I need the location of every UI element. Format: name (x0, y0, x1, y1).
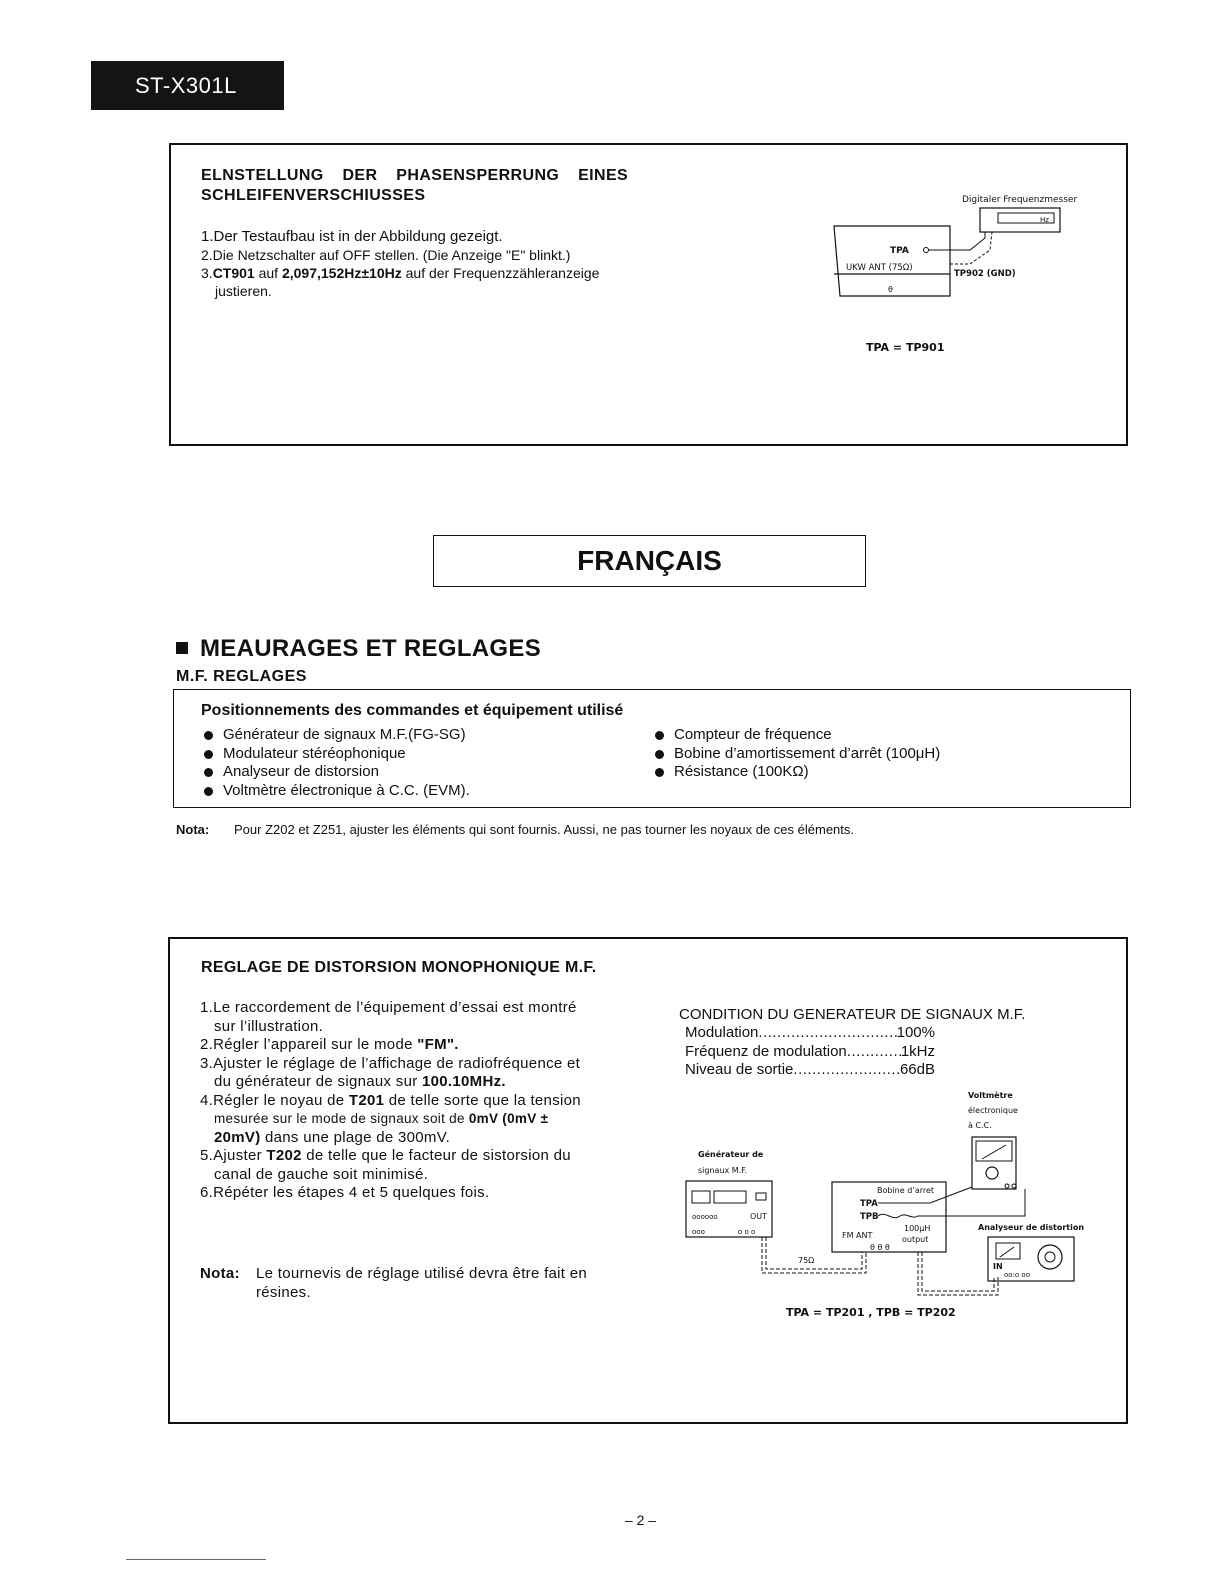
german-title: ELNSTELLUNG DER PHASENSPERRUNG EINES (201, 167, 629, 184)
leader-dots (758, 1024, 896, 1043)
tpa-lead (929, 232, 985, 250)
tpa-label: TPA (860, 1199, 878, 1209)
francais-title-box (433, 535, 866, 587)
mono-step-3-cont (200, 1073, 645, 1092)
section-title (176, 635, 541, 663)
mono-step-4-cont2 (200, 1129, 645, 1148)
generator-knobs: oooooo (692, 1213, 718, 1221)
mono-nota (200, 1265, 650, 1302)
rf-cable (762, 1237, 866, 1273)
step-3-rest: auf der Frequenzzähleranzeige (401, 265, 600, 281)
mono-nota-text: Le tournevis de réglage utilisé devra être fait en (256, 1265, 588, 1282)
voltmeter-dial (976, 1141, 1012, 1161)
voltmeter-label: Voltmètre (968, 1091, 1013, 1100)
voltmeter-terminal (1005, 1184, 1009, 1188)
generator-label-2: signaux M.F. (698, 1166, 748, 1175)
mono-step-4-cont (200, 1110, 645, 1129)
condition-row (685, 1043, 935, 1062)
german-step-3-cont: justieren. (215, 283, 272, 299)
tp902-label: TP902 (GND) (954, 269, 1016, 279)
step-2-text: 2.Régler l’appareil sur le mode (200, 1036, 418, 1053)
mono-title: REGLAGE DE DISTORSION MONOPHONIQUE M.F. (201, 959, 597, 976)
equipment-item: Générateur de signaux M.F.(FG-SG) (201, 726, 470, 745)
equipment-item: Bobine d’amortissement d’arrêt (100μH) (652, 745, 940, 764)
output-cable-2 (922, 1252, 994, 1291)
step-4-text-b: de telle sorte que la tension (384, 1091, 581, 1109)
step-3-auf: auf (254, 265, 282, 281)
mono-step-5-cont: canal de gauche soit minimisé. (214, 1165, 429, 1183)
mono-nota-line2: résines. (256, 1283, 311, 1301)
german-diagram-caption: TPA = TP901 (866, 341, 945, 354)
equipment-item: Compteur de fréquence (652, 726, 940, 745)
coil-value: 100μH (904, 1224, 931, 1233)
analyzer-controls: oo:o oo (1004, 1271, 1030, 1279)
leader-dots (847, 1043, 901, 1062)
voltmeter-label-2: électronique (968, 1106, 1018, 1115)
mono-nota-label: Nota: (200, 1265, 240, 1282)
hz-label: Hz (1040, 216, 1049, 224)
tpa-terminal (924, 248, 929, 253)
generator-meter (692, 1191, 710, 1203)
section-bullet (176, 642, 188, 654)
generator-label: Générateur de (698, 1150, 764, 1159)
equipment-item: Analyseur de distorsion (201, 763, 470, 782)
section-title-text: MEAURAGES ET REGLAGES (200, 635, 541, 662)
generator-output-terminals: o o o (738, 1228, 756, 1236)
german-step-3 (201, 264, 599, 282)
freq-value: 100.10MHz. (422, 1073, 506, 1090)
step-4-text-d: dans une plage de 300mV. (260, 1128, 451, 1146)
knob-mark: θ (888, 285, 893, 294)
fm-ant-label: FM ANT (842, 1231, 873, 1240)
step-3-num: 3. (201, 265, 213, 281)
nota-line (176, 822, 854, 837)
mono-step-1: 1.Le raccordement de l’équipement d’essai est montré (200, 999, 577, 1016)
footer-rule (126, 1559, 266, 1560)
analyzer-in-label: IN (993, 1262, 1003, 1271)
condition-title: CONDITION DU GENERATEUR DE SIGNAUX M.F. (679, 1006, 1026, 1023)
condition-value: 1kHz (900, 1042, 935, 1060)
german-step-1: 1.Der Testaufbau ist in der Abbildung gezeigt. (201, 228, 503, 245)
generator-knobs-2: ooo (692, 1228, 705, 1236)
page-number: – 2 – (625, 1512, 657, 1528)
mono-steps (200, 999, 645, 1203)
analyzer-knob (1038, 1245, 1062, 1269)
mono-diagram-caption: TPA = TP201 , TPB = TP202 (786, 1306, 956, 1319)
generator-display (714, 1191, 746, 1203)
condition-label: Modulation (685, 1024, 759, 1041)
step-5-text: 5.Ajuster (200, 1147, 267, 1164)
condition-label: Niveau de sortie (685, 1061, 794, 1078)
tpa-label: TPA (890, 246, 909, 256)
step-4-text: 4.Régler le noyau de (200, 1091, 349, 1109)
equipment-item: Voltmètre électronique à C.C. (EVM). (201, 782, 470, 801)
condition-row (685, 1061, 935, 1080)
mv-value: 0mV (0mV ± (468, 1111, 549, 1126)
ct901: CT901 (212, 265, 255, 281)
frequency-counter-label: Digitaler Frequenzmesser (962, 195, 1078, 205)
condition-value: 100% (896, 1024, 935, 1041)
german-test-setup-diagram (820, 186, 1090, 356)
model-label: ST-X301L (91, 61, 284, 110)
tuner-jacks: θ θ θ (870, 1243, 890, 1252)
german-title-cont: SCHLEIFENVERSCHIUSSES (201, 187, 426, 204)
nota-label: Nota: (176, 822, 210, 837)
analyzer-label: Analyseur de distortion (978, 1223, 1085, 1232)
equipment-list-left (201, 726, 470, 800)
step-5-text-b: de telle que le facteur de sistorsion du (301, 1147, 571, 1164)
t202: T202 (266, 1147, 302, 1164)
fm-mode: "FM". (417, 1036, 459, 1053)
output-cable (918, 1252, 998, 1295)
tpb-label: TPB (860, 1212, 879, 1222)
generator-condition (679, 1005, 1069, 1080)
generator-button (756, 1193, 766, 1200)
equipment-list-right (652, 726, 940, 782)
t201: T201 (348, 1091, 385, 1109)
step-4-text-c: mesurée sur le mode de signaux soit de (214, 1111, 469, 1126)
analyzer-knob-inner (1045, 1252, 1055, 1262)
step-3-text: du générateur de signaux sur (214, 1073, 422, 1090)
nota-text: Pour Z202 et Z251, ajuster les éléments qui sont fournis. Aussi, ne pas tourner les noyaux de ces éléments. (234, 822, 855, 837)
mono-step-2 (200, 1036, 645, 1055)
voltmeter-knob (986, 1167, 998, 1179)
voltmeter-needle (982, 1145, 1006, 1159)
gnd-lead (950, 232, 992, 264)
out-label: OUT (750, 1212, 768, 1221)
resistor-75-label: 75Ω (798, 1256, 815, 1265)
mono-step-1-cont: sur l’illustration. (214, 1017, 324, 1035)
bobine-label: Bobine d’arret (877, 1186, 935, 1195)
condition-label: Fréquenz de modulation (685, 1042, 847, 1060)
mono-test-setup-diagram (680, 1085, 1100, 1335)
equipment-item: Modulateur stéréophonique (201, 745, 470, 764)
equipment-title: Positionnements des commandes et équipement utilisé (201, 702, 624, 719)
voltmeter-label-3: à C.C. (968, 1121, 992, 1130)
condition-value: 66dB (899, 1061, 935, 1078)
francais-title: FRANÇAIS (577, 545, 722, 576)
analyzer-needle (1000, 1247, 1014, 1257)
condition-row (685, 1024, 935, 1043)
sub-title: M.F. REGLAGES (176, 668, 307, 685)
mono-nota-line1 (200, 1265, 650, 1284)
mono-step-4 (200, 1092, 645, 1111)
mono-step-5 (200, 1147, 645, 1166)
output-label: output (902, 1235, 929, 1244)
equipment-item: Résistance (100KΩ) (652, 763, 940, 782)
german-step-2: 2.Die Netzschalter auf OFF stellen. (Die Anzeige "E" blinkt.) (201, 247, 571, 263)
step-3-freq: 2,097,152Hz±10Hz (281, 265, 402, 281)
leader-dots (793, 1061, 900, 1080)
mono-step-3: 3.Ajuster le réglage de l’affichage de radiofréquence et (200, 1054, 581, 1072)
mv-tolerance: 20mV) (214, 1128, 261, 1146)
mono-step-6: 6.Répéter les étapes 4 et 5 quelques fois. (200, 1184, 490, 1201)
ukw-ant-label: UKW ANT (75Ω) (846, 263, 913, 273)
voltmeter (972, 1137, 1016, 1189)
